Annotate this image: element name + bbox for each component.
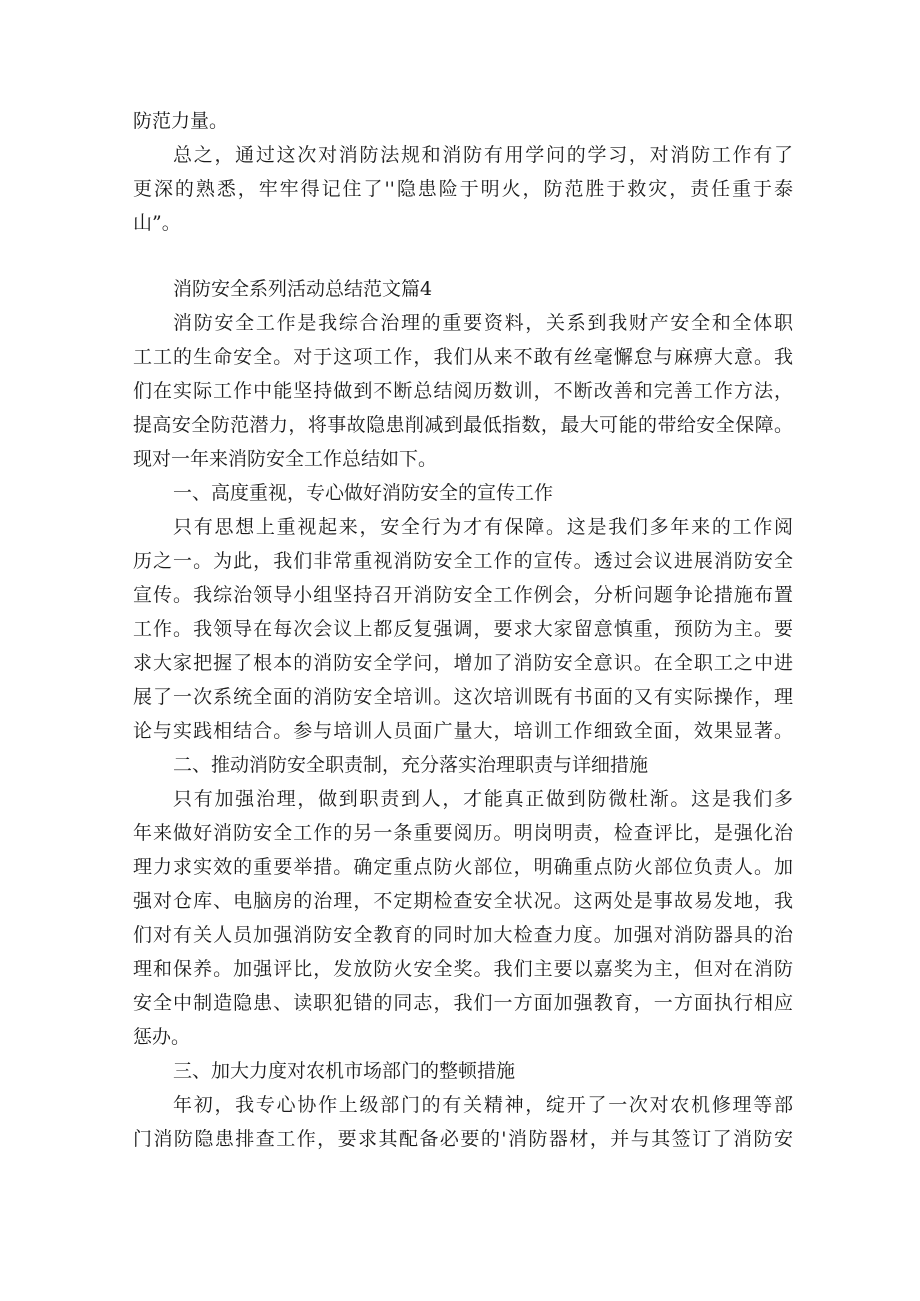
section-heading: 三、加大力度对农机市场部门的整顿措施 — [173, 1060, 516, 1082]
text-line: 们在实际工作中能坚持做到不断总结阅历数训，不断改善和完善工作方法， — [133, 380, 793, 402]
text-line: 论与实践相结合。参与培训人员面广量大，培训工作细致全面，效果显著。 — [133, 720, 793, 742]
spacer — [133, 240, 793, 272]
text-line: 只有加强治理，做到职责到人，才能真正做到防微杜渐。这是我们多 — [173, 788, 793, 810]
text-line: 山”。 — [133, 212, 181, 234]
text-line: 们对有关人员加强消防安全教育的同时加大检查力度。加强对消防器具的治 — [133, 924, 793, 946]
text-line: 工工的生命安全。对于这项工作，我们从来不敢有丝毫懈怠与麻痹大意。我 — [133, 346, 793, 368]
text-line: 理力求实效的重要举措。确定重点防火部位，明确重点防火部位负责人。加 — [133, 856, 793, 878]
text-line: 强对仓库、电脑房的治理，不定期检查安全状况。这两处是事故易发地，我 — [133, 890, 793, 912]
text-line: 宣传。我综治领导小组坚持召开消防安全工作例会，分析问题争论措施布置 — [133, 584, 793, 606]
text-line: 只有思想上重视起来，安全行为才有保障。这是我们多年来的工作阅 — [173, 516, 793, 538]
text-line: 更深的熟悉，牢牢得记住了''隐患险于明火，防范胜于救灾，责任重于泰 — [133, 178, 793, 200]
text-line: 门消防隐患排查工作，要求其配备必要的'消防器材，并与其签订了消防安 — [133, 1128, 793, 1150]
section-title: 消防安全系列活动总结范文篇4 — [173, 278, 433, 300]
text-line: 提高安全防范潜力，将事故隐患削减到最低指数，最大可能的带给安全保障。 — [133, 414, 793, 436]
text-line: 历之一。为此，我们非常重视消防安全工作的宣传。透过会议进展消防安全 — [133, 550, 793, 572]
document-page — [133, 104, 793, 1156]
text-line: 消防安全工作是我综合治理的重要资料，关系到我财产安全和全体职 — [173, 312, 793, 334]
text-line: 求大家把握了根本的消防安全学问，增加了消防安全意识。在全职工之中进 — [133, 652, 793, 674]
section-heading: 二、推动消防安全职责制，充分落实治理职责与详细措施 — [173, 754, 649, 776]
section-heading: 一、高度重视，专心做好消防安全的宣传工作 — [173, 482, 554, 504]
text-line: 理和保养。加强评比，发放防火安全奖。我们主要以嘉奖为主，但对在消防 — [133, 958, 793, 980]
text-line: 工作。我领导在每次会议上都反复强调，要求大家留意慎重，预防为主。要 — [133, 618, 793, 640]
text-line: 防范力量。 — [133, 110, 229, 132]
text-line: 年来做好消防安全工作的另一条重要阅历。明岗明责，检查评比，是强化治 — [133, 822, 793, 844]
text-line: 总之，通过这次对消防法规和消防有用学问的学习，对消防工作有了 — [173, 144, 793, 166]
text-line: 展了一次系统全面的消防安全培训。这次培训既有书面的又有实际操作，理 — [133, 686, 793, 708]
text-line: 惩办。 — [133, 1026, 191, 1048]
text-line: 年初，我专心协作上级部门的有关精神，绽开了一次对农机修理等部 — [173, 1094, 793, 1116]
text-line: 安全中制造隐患、读职犯错的同志，我们一方面加强教育，一方面执行相应 — [133, 992, 793, 1014]
text-line: 现对一年来消防安全工作总结如下。 — [133, 448, 438, 470]
